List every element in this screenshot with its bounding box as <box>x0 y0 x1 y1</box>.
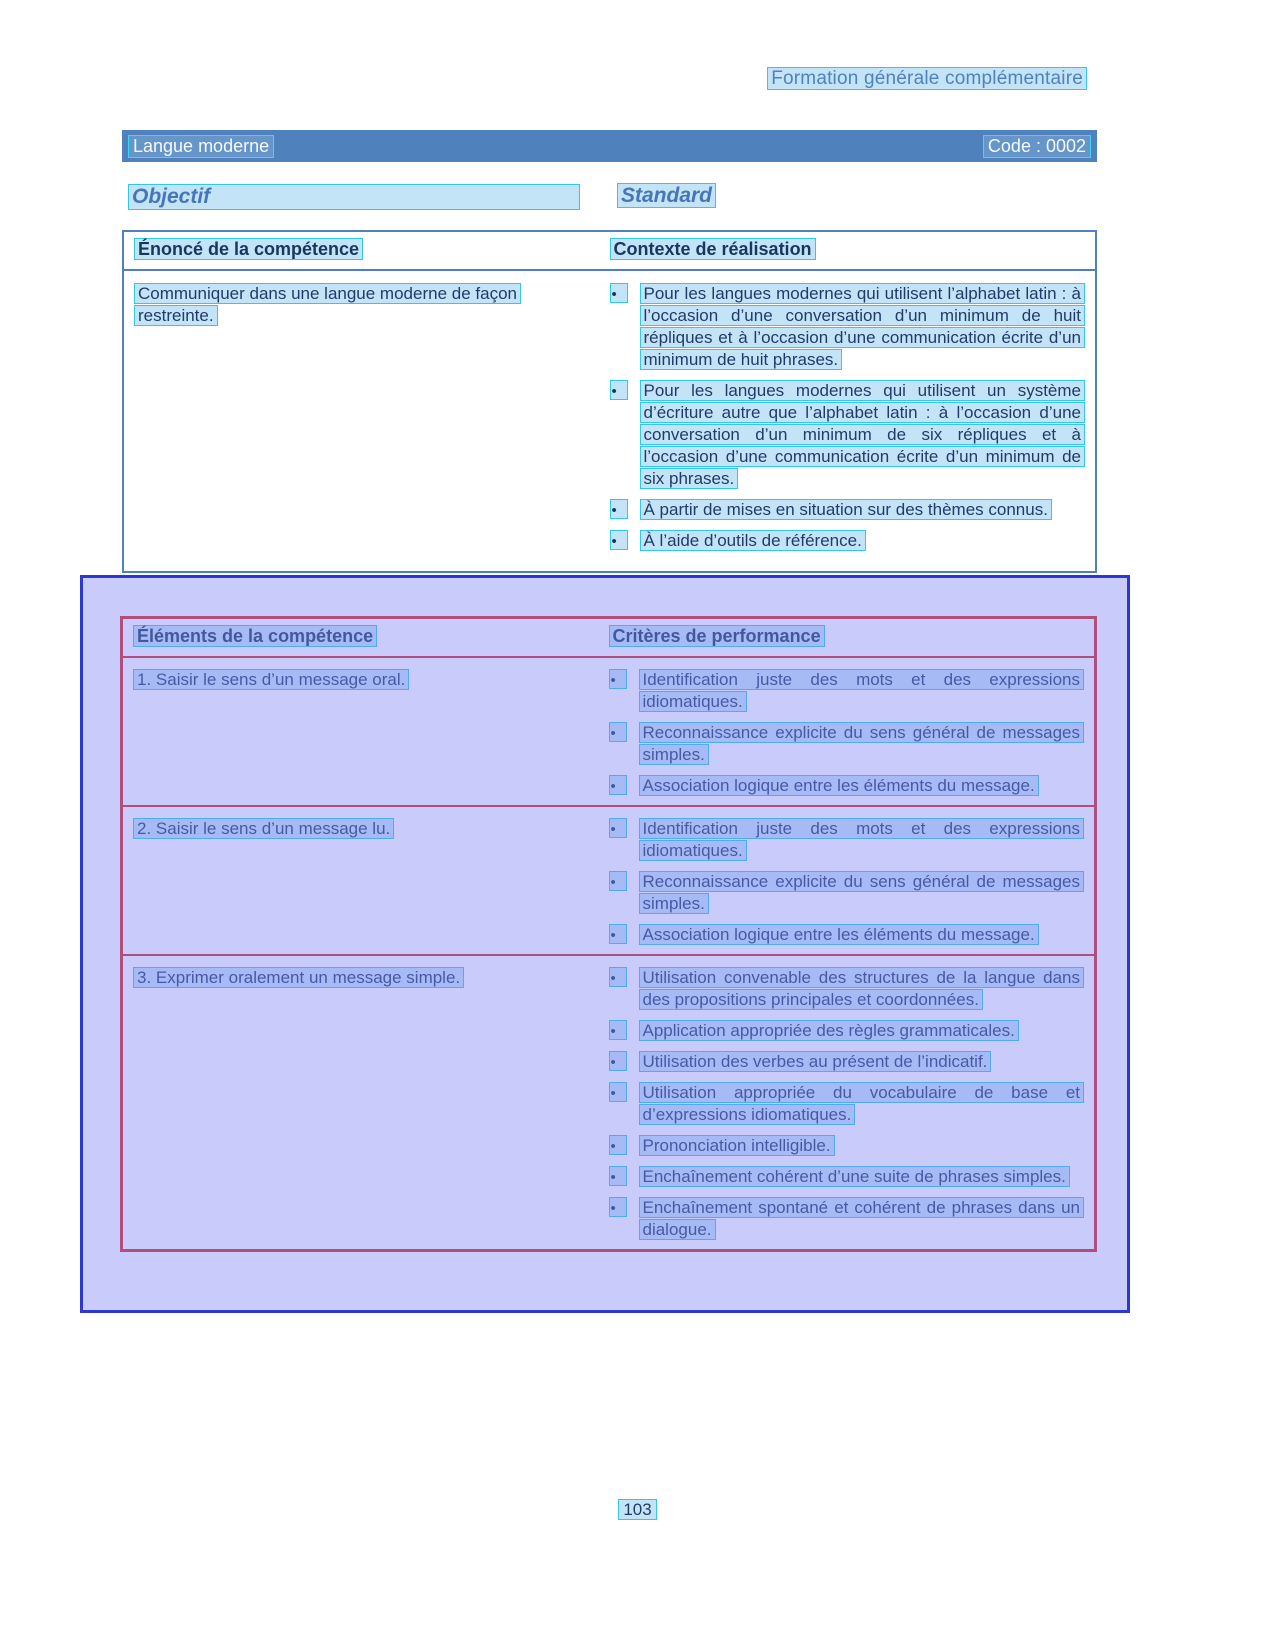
bullet-text: Reconnaissance explicite du sens général de messages simples. <box>639 871 1085 914</box>
list-item <box>609 924 1085 946</box>
bullet-text-wrap <box>639 1082 1085 1126</box>
bullet-text: Reconnaissance explicite du sens général de messages simples. <box>639 722 1085 765</box>
header-note <box>767 68 1087 90</box>
bullet-text: À l’aide d’outils de référence. <box>640 530 866 551</box>
criteres-cell <box>609 818 1085 946</box>
element-cell <box>133 967 609 1241</box>
col-header-enonce <box>134 239 610 260</box>
bullet-text-wrap <box>639 1197 1085 1241</box>
bullet-icon: • <box>609 924 627 944</box>
section-headings <box>128 184 1103 210</box>
page-number <box>0 1500 1275 1520</box>
list-item <box>609 818 1085 862</box>
bullet-text: Identification juste des mots et des expressions idiomatiques. <box>639 669 1085 712</box>
element-text: 2. Saisir le sens d’un message lu. <box>133 818 394 839</box>
bullet-icon: • <box>609 818 627 838</box>
list-item <box>609 722 1085 766</box>
criteres-list <box>609 967 1085 1241</box>
list-item <box>610 530 1086 552</box>
list-item <box>609 1166 1085 1188</box>
bullet-icon: • <box>609 1197 627 1217</box>
col-header-criteres <box>609 626 1085 647</box>
list-item <box>609 1051 1085 1073</box>
element-cell <box>133 818 609 946</box>
bullet-text-wrap <box>639 818 1085 862</box>
criteres-cell <box>609 669 1085 797</box>
list-item <box>609 1135 1085 1157</box>
bullet-text-wrap <box>639 967 1085 1011</box>
element-cell <box>133 669 609 797</box>
bullet-icon: • <box>609 669 627 689</box>
bullet-icon: • <box>609 1051 627 1071</box>
bullet-text: Utilisation convenable des structures de la langue dans des propositions principales et coordonnées. <box>639 967 1085 1010</box>
bullet-icon: • <box>609 722 627 742</box>
bullet-icon: • <box>609 1082 627 1102</box>
element-text: 3. Exprimer oralement un message simple. <box>133 967 464 988</box>
bullet-text: Association logique entre les éléments du message. <box>639 924 1039 945</box>
course-code: Code : 0002 <box>983 135 1091 158</box>
bullet-text-wrap <box>639 1051 1085 1073</box>
bullet-text-wrap <box>639 669 1085 713</box>
element-text: 1. Saisir le sens d’un message oral. <box>133 669 409 690</box>
list-item <box>609 1082 1085 1126</box>
header-note-text: Formation générale complémentaire <box>767 67 1087 90</box>
contexte-list <box>610 283 1086 552</box>
list-item <box>609 775 1085 797</box>
list-item <box>609 967 1085 1011</box>
col-header-contexte <box>610 239 1086 260</box>
competence-cell <box>134 283 610 557</box>
bullet-text-wrap <box>639 924 1085 946</box>
elements-table-header <box>123 619 1094 658</box>
heading-objectif: Objectif <box>128 184 580 210</box>
bullet-icon: • <box>609 967 627 987</box>
bullet-icon: • <box>610 283 628 303</box>
bullet-text: Utilisation appropriée du vocabulaire de base et d’expressions idiomatiques. <box>639 1082 1085 1125</box>
list-item <box>609 871 1085 915</box>
heading-standard: Standard <box>617 183 716 208</box>
bullet-text-wrap <box>640 380 1086 490</box>
bullet-text: Pour les langues modernes qui utilisent un système d’écriture autre que l’alphabet latin : à l’occasion d’une conversation d’un minimum de six répliques et à l’occasion d’une communication écrite d’un minimum de six phrases. <box>640 380 1086 489</box>
bullet-text: Enchaînement spontané et cohérent de phrases dans un dialogue. <box>639 1197 1085 1240</box>
list-item <box>610 380 1086 490</box>
bullet-text-wrap <box>639 871 1085 915</box>
bullet-text-wrap <box>639 722 1085 766</box>
title-bar <box>122 130 1097 162</box>
page-number-text: 103 <box>618 1499 656 1520</box>
col-header-criteres-text: Critères de performance <box>609 625 825 647</box>
competence-text: Communiquer dans une langue moderne de façon restreinte. <box>134 283 521 326</box>
bullet-text: Pour les langues modernes qui utilisent l’alphabet latin : à l’occasion d’une conversation d’un minimum de huit répliques et à l’occasion d’une communication écrite d’un minimum de huit phrases. <box>640 283 1086 370</box>
bullet-text: Enchaînement cohérent d’une suite de phrases simples. <box>639 1166 1070 1187</box>
table-row <box>123 658 1094 807</box>
bullet-text: Application appropriée des règles grammaticales. <box>639 1020 1019 1041</box>
bullet-icon: • <box>610 530 628 550</box>
bullet-icon: • <box>609 1135 627 1155</box>
col-header-contexte-text: Contexte de réalisation <box>610 238 816 260</box>
bullet-icon: • <box>610 380 628 400</box>
bullet-text: Utilisation des verbes au présent de l’indicatif. <box>639 1051 992 1072</box>
list-item <box>609 1020 1085 1042</box>
col-header-elements-text: Éléments de la compétence <box>133 625 377 647</box>
criteres-cell <box>609 967 1085 1241</box>
competence-table <box>122 230 1097 573</box>
criteres-list <box>609 669 1085 797</box>
bullet-text: À partir de mises en situation sur des thèmes connus. <box>640 499 1052 520</box>
heading-objectif-wrap <box>128 184 617 210</box>
table-row <box>123 956 1094 1249</box>
bullet-icon: • <box>609 871 627 891</box>
competence-table-body <box>124 271 1095 571</box>
bullet-icon: • <box>609 1020 627 1040</box>
bullet-text-wrap <box>640 499 1086 521</box>
bullet-text: Identification juste des mots et des expressions idiomatiques. <box>639 818 1085 861</box>
col-header-enonce-text: Énoncé de la compétence <box>134 238 363 260</box>
course-title: Langue moderne <box>128 135 274 158</box>
bullet-icon: • <box>610 499 628 519</box>
bullet-text-wrap <box>639 1020 1085 1042</box>
bullet-text: Association logique entre les éléments du message. <box>639 775 1039 796</box>
competence-table-header <box>124 232 1095 271</box>
contexte-cell <box>610 283 1086 557</box>
bullet-text-wrap <box>640 530 1086 552</box>
heading-standard-wrap <box>617 184 716 208</box>
list-item <box>609 1197 1085 1241</box>
bullet-text-wrap <box>639 1166 1085 1188</box>
elements-table <box>120 616 1097 1252</box>
list-item <box>610 499 1086 521</box>
bullet-icon: • <box>609 775 627 795</box>
list-item <box>610 283 1086 371</box>
criteres-list <box>609 818 1085 946</box>
bullet-text-wrap <box>639 775 1085 797</box>
table-row <box>123 807 1094 956</box>
bullet-text-wrap <box>639 1135 1085 1157</box>
bullet-text-wrap <box>640 283 1086 371</box>
bullet-text: Prononciation intelligible. <box>639 1135 835 1156</box>
col-header-elements <box>133 626 609 647</box>
list-item <box>609 669 1085 713</box>
bullet-icon: • <box>609 1166 627 1186</box>
